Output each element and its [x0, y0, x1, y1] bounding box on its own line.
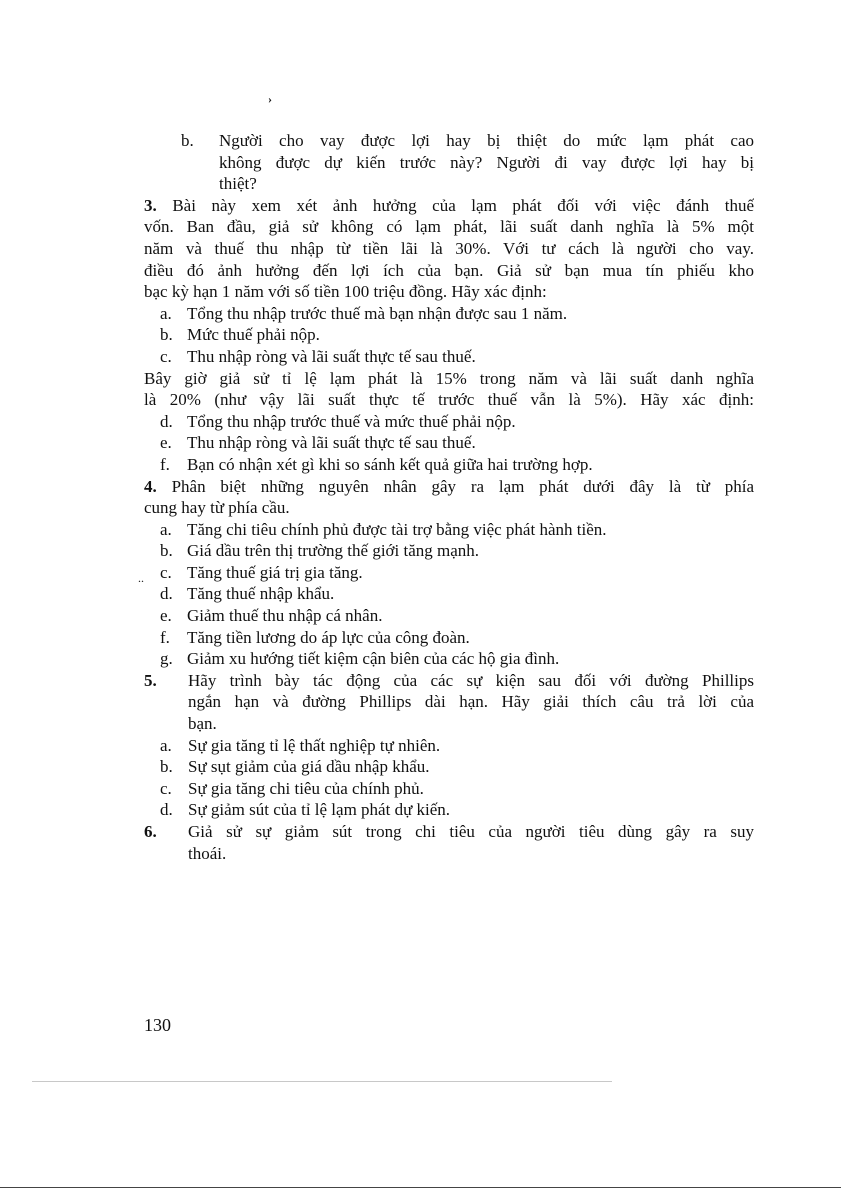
sub-item [144, 799, 754, 821]
line-text: Tăng tiền lương do áp lực của công đoàn. [187, 627, 470, 647]
sub-item [144, 454, 754, 476]
line-text: Tăng chi tiêu chính phủ được tài trợ bằng việc phát hành tiền. [187, 519, 607, 539]
line-text: Mức thuế phải nộp. [187, 325, 320, 345]
item-label: e. [160, 606, 172, 626]
line-text: Sự gia tăng chi tiêu của chính phủ. [188, 778, 424, 798]
line-text: Sự gia tăng tỉ lệ thất nghiệp tự nhiên. [188, 735, 441, 755]
text-line [144, 238, 754, 260]
item-label: d. [160, 800, 173, 820]
text-line [144, 497, 754, 519]
line-text: ngắn hạn và đường Phillips dài hạn. Hãy giải thích câu trả lời của [188, 692, 754, 712]
text-line [144, 260, 754, 282]
item-label: b. [160, 325, 173, 345]
item-label: e. [160, 433, 172, 453]
line-text: thoái. [188, 843, 227, 863]
scan-mark: › [268, 92, 272, 106]
question-line [144, 670, 754, 692]
item-label: b. [160, 757, 173, 777]
sub-item [144, 303, 754, 325]
item-label: d. [160, 411, 173, 431]
item-label: c. [160, 778, 172, 798]
footer-divider [32, 1081, 612, 1082]
question-number: 3. [144, 195, 157, 215]
item-label: d. [160, 584, 173, 604]
line-text: Thu nhập ròng và lãi suất thực tế sau thuế. [187, 433, 476, 453]
line-text: Giảm xu hướng tiết kiệm cận biên của các hộ gia đình. [187, 649, 560, 669]
sub-item [144, 583, 754, 605]
line-text: cung hay từ phía cầu. [144, 498, 290, 518]
question-number: 4. [144, 476, 157, 496]
question-line [144, 821, 754, 843]
line-text: bạc kỳ hạn 1 năm với số tiền 100 triệu đồng. Hãy xác định: [144, 282, 547, 302]
sub-item [144, 778, 754, 800]
line-text: Bạn có nhận xét gì khi so sánh kết quả giữa hai trường hợp. [187, 454, 593, 474]
line-text: Giả sử sự giảm sút trong chi tiêu của người tiêu dùng gây ra suy [188, 822, 754, 841]
line-text: Tăng thuế nhập khẩu. [187, 584, 335, 604]
text-line [144, 368, 754, 390]
sub-item [144, 411, 754, 433]
line-text: Giá dầu trên thị trường thế giới tăng mạnh. [187, 541, 480, 561]
line-text: Bây giờ giả sử tỉ lệ lạm phát là 15% trong năm và lãi suất danh nghĩa [144, 368, 754, 388]
item-label: a. [160, 519, 172, 539]
sub-item [144, 519, 754, 541]
item-label: c. [160, 346, 172, 366]
page-edge [0, 1187, 841, 1188]
question-line [144, 195, 754, 217]
item-label: f. [160, 454, 170, 474]
question-number: 5. [144, 670, 157, 690]
exercise-text [144, 130, 754, 864]
sub-item [144, 346, 754, 368]
item-label: f. [160, 627, 170, 647]
sub-item [144, 735, 754, 757]
line-text: điều đó ảnh hưởng đến lợi ích của bạn. Giả sử bạn mua tín phiếu kho [144, 260, 754, 280]
sub-item [144, 648, 754, 670]
text-line [144, 173, 754, 195]
scan-dot: .. [138, 571, 144, 585]
line-text: thiệt? [219, 174, 257, 194]
line-text: Người cho vay được lợi hay bị thiệt do mức lạm phát cao [219, 131, 754, 150]
line-text: Hãy trình bày tác động của các sự kiện sau đối với đường Phillips [188, 670, 754, 690]
sub-item [144, 605, 754, 627]
line-text: Giảm thuế thu nhập cá nhân. [187, 606, 383, 626]
line-text: không được dự kiến trước này? Người đi vay được lợi hay bị [219, 152, 754, 172]
sub-item [144, 540, 754, 562]
sub-item [144, 627, 754, 649]
item-label: a. [160, 303, 172, 323]
sub-item [144, 756, 754, 778]
text-line [144, 713, 754, 735]
line-text: Bài này xem xét ảnh hưởng của lạm phát đối với việc đánh thuế [172, 195, 754, 215]
question-number: 6. [144, 822, 157, 841]
item-label: b. [160, 541, 173, 561]
item-label: c. [160, 562, 172, 582]
line-text: Tổng thu nhập trước thuế mà bạn nhận được sau 1 năm. [187, 303, 568, 323]
sub-item [144, 432, 754, 454]
line-text: Thu nhập ròng và lãi suất thực tế sau thuế. [187, 346, 476, 366]
sub-item [144, 324, 754, 346]
item-label: g. [160, 649, 173, 669]
line-text: năm và thuế thu nhập từ tiền lãi là 30%. Với tư cách là người cho vay. [144, 238, 754, 258]
page-number: 130 [144, 1015, 171, 1035]
line-text: là 20% (như vậy lãi suất thực tế trước thuế vẫn là 5%). Hãy xác định: [144, 390, 754, 410]
item-label: b. [181, 131, 194, 150]
line-text: Sự sụt giảm của giá dầu nhập khẩu. [188, 757, 430, 777]
text-line [144, 389, 754, 411]
text-line [144, 843, 754, 865]
text-line [144, 130, 754, 152]
line-text: Phân biệt những nguyên nhân gây ra lạm phát dưới đây là từ phía [171, 476, 754, 496]
sub-item [144, 562, 754, 584]
line-text: Tổng thu nhập trước thuế và mức thuế phải nộp. [187, 411, 516, 431]
text-line [144, 281, 754, 303]
text-line [144, 152, 754, 174]
line-text: Sự giảm sút của tỉ lệ lạm phát dự kiến. [188, 800, 451, 820]
item-label: a. [160, 735, 172, 755]
line-text: bạn. [188, 714, 217, 734]
text-line [144, 216, 754, 238]
question-line [144, 476, 754, 498]
line-text: Tăng thuế giá trị gia tăng. [187, 562, 363, 582]
line-text: vốn. Ban đầu, giả sử không có lạm phát, lãi suất danh nghĩa là 5% một [144, 217, 754, 237]
text-line [144, 691, 754, 713]
